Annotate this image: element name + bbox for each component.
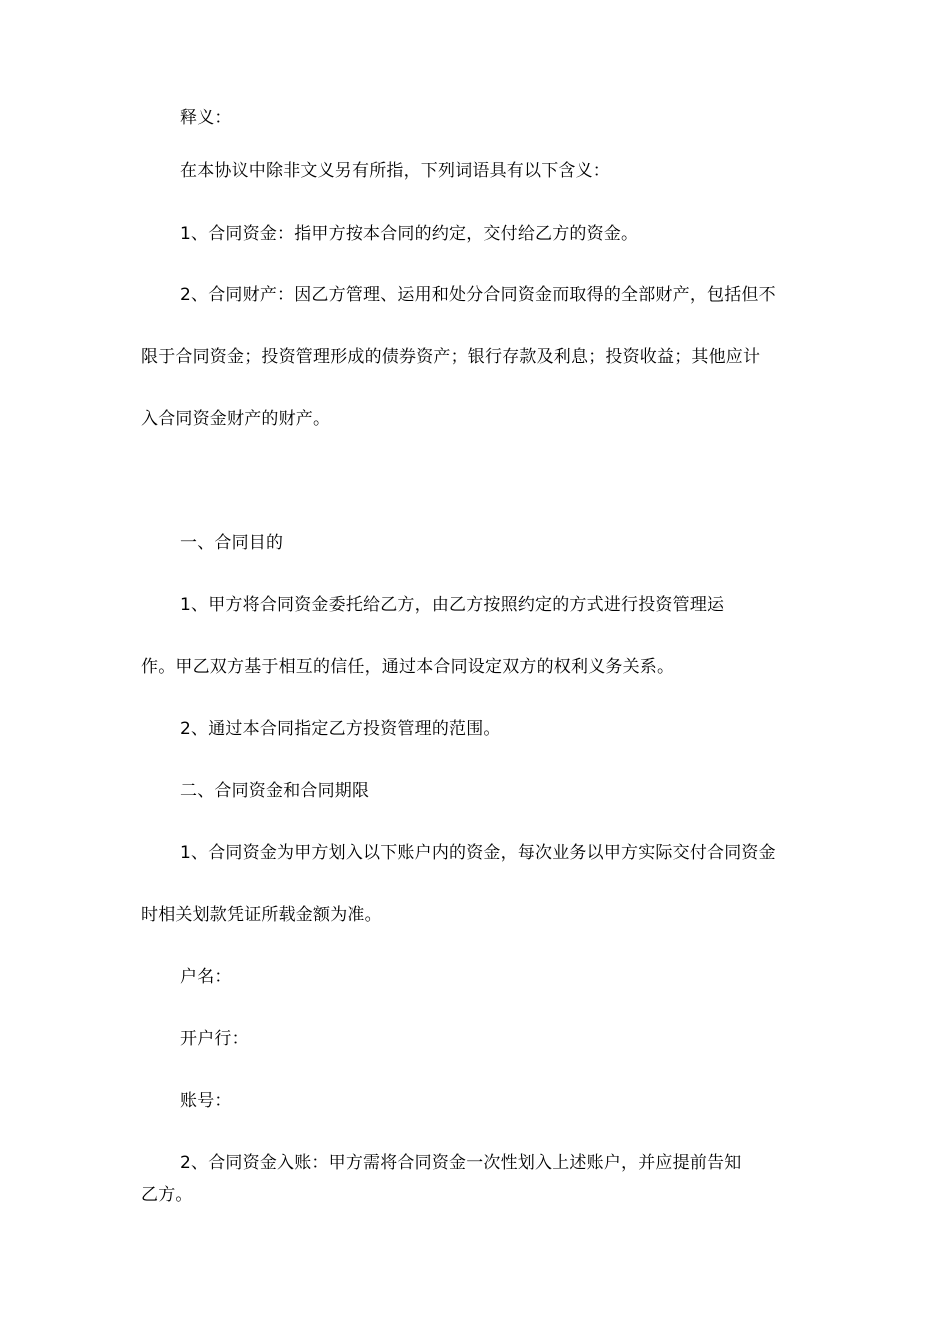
section-1-item-1-line-1: 1、甲方将合同资金委托给乙方，由乙方按照约定的方式进行投资管理运 (180, 595, 725, 615)
definition-item-2-line-3: 入合同资金财产的财产。 (141, 409, 331, 429)
account-number-label: 账号： (180, 1091, 232, 1111)
definition-item-2-line-2: 限于合同资金；投资管理形成的债券资产；银行存款及利息；投资收益；其他应计 (141, 347, 761, 367)
section-1-item-2: 2、通过本合同指定乙方投资管理的范围。 (180, 719, 501, 739)
section-2-item-2-line-2: 乙方。 (141, 1185, 193, 1205)
definition-item-2-line-1: 2、合同财产：因乙方管理、运用和处分合同资金而取得的全部财产，包括但不 (180, 285, 776, 305)
section-2-item-1-line-2: 时相关划款凭证所载金额为准。 (141, 905, 382, 925)
bank-label: 开户行： (180, 1029, 249, 1049)
definition-item-1: 1、合同资金：指甲方按本合同的约定，交付给乙方的资金。 (180, 224, 639, 244)
section-2-item-1-line-1: 1、合同资金为甲方划入以下账户内的资金，每次业务以甲方实际交付合同资金 (180, 843, 776, 863)
section-1-heading: 一、合同目的 (180, 533, 284, 553)
section-1-item-1-line-2: 作。甲乙双方基于相互的信任，通过本合同设定双方的权利义务关系。 (141, 657, 675, 677)
definitions-intro: 在本协议中除非文义另有所指，下列词语具有以下含义： (180, 161, 610, 181)
section-2-heading: 二、合同资金和合同期限 (180, 781, 370, 801)
definitions-heading: 释义： (180, 108, 232, 128)
account-name-label: 户名： (180, 967, 232, 987)
section-2-item-2-line-1: 2、合同资金入账：甲方需将合同资金一次性划入上述账户，并应提前告知 (180, 1153, 742, 1173)
